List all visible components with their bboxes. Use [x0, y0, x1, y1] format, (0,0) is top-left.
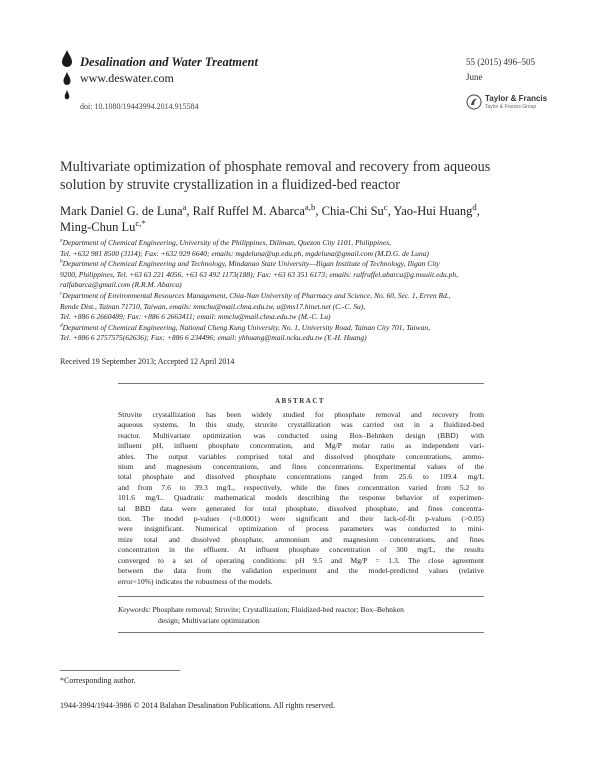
- abstract-line: 101.6 mg/L. Quadratic mathematical models describing the response behavior of experimen-: [118, 493, 484, 503]
- doi[interactable]: doi: 10.1080/19443994.2014.915584: [80, 102, 199, 111]
- author-name[interactable]: Mark Daniel G. de Luna: [60, 204, 183, 218]
- publisher-name: Taylor & Francis: [485, 94, 548, 103]
- affil-text: Department of Chemical Engineering and Technology, Mindanao State University—Iligan Institute of Technology, Iligan City: [62, 259, 440, 269]
- affiliation-line: Tel. +632 981 8500 (3114); Fax: +632 929 6640; emails: mgdeluna@up.edu.ph, mgdeluna@gmail.com (M.D.G. de Luna): [60, 248, 429, 258]
- affil-text: Department of Chemical Engineering, National Cheng Kung University, No. 1, University Road, Tainan City 701, Taiwan,: [62, 322, 430, 332]
- footnote-rule: [60, 670, 180, 671]
- keywords-top-rule: [118, 596, 484, 597]
- abstract-line: total phosphate and dissolved phosphate concentrations ranged from 25.6 to 109.4 mg/L: [118, 472, 484, 482]
- abstract-heading: ABSTRACT: [274, 397, 326, 405]
- journal-url[interactable]: www.deswater.com: [80, 71, 174, 85]
- abstract-top-rule: [118, 383, 484, 384]
- abstract-line: ables. The output variables comprised total and dissolved phosphate concentrations, ammo-: [118, 451, 484, 461]
- author-name[interactable]: Ming-Chun Lu: [60, 220, 136, 234]
- affil-text: Department of Chemical Engineering, University of the Philippines, Diliman, Quezon City 1101, Philippines,: [62, 238, 391, 247]
- abstract-line: Struvite crystallization has been widely studied for phosphate removal and recovery from: [118, 410, 484, 419]
- affil-text: Department of Environmental Resources Management, Chia-Nan University of Pharmacy and Science, No. 60, Sec. 1, Erren Rd.,: [62, 290, 451, 300]
- title-line: Multivariate optimization of phosphate removal and recovery from aqueous: [60, 159, 491, 175]
- affiliation-line: [60, 291, 550, 302]
- affiliation-line: [60, 323, 550, 334]
- abstract-line: aqueous systems. In this study, struvite crystallization was carried out in a fluidized-bed: [118, 420, 484, 430]
- author-affil-sup: a,b: [304, 201, 316, 212]
- copyright-line: 1944-3994/1944-3986 © 2014 Balaban Desalination Publications. All rights reserved.: [60, 701, 335, 710]
- issue-month: June: [466, 72, 483, 82]
- author-affil-sup: c: [383, 201, 388, 212]
- abstract-line: and from 7.6 to 39.3 mg/L, respectively, while the fines concentration varied from 5.2 to: [118, 482, 484, 492]
- affiliation-line: Tel. +886 6 2660489; Fax: +886 6 2663411; email: mmclu@mail.chna.edu.tw (M.-C. Lu): [60, 312, 331, 322]
- abstract-line: between the data from the validation experiment and the model-predicted values (relative: [118, 566, 484, 576]
- keywords-line: [118, 604, 484, 615]
- article-title: [60, 158, 540, 194]
- keywords-label: Keywords:: [118, 605, 151, 614]
- volume-pages: 55 (2015) 496–505: [466, 57, 535, 67]
- corresponding-author-note: *Corresponding author.: [60, 676, 136, 685]
- author-list: Mark Daniel G. de Luna$^a$, Ralf Ruffel M. Abarca$^{a,b}$, Chia-Chi Su$^c$, Yao-Hui Huang$^d$, Ming-Chun $Lu^{c,*}$: [60, 201, 480, 234]
- title-line: solution by struvite crystallization in a fluidized-bed reactor: [60, 177, 401, 193]
- author-name[interactable]: Chia-Chi Su: [321, 204, 384, 218]
- publisher-group: Taylor & Francis Group: [485, 104, 537, 110]
- abstract-body: [118, 410, 484, 587]
- affiliation-line: Rende Dist., Tainan 71710, Taiwan, emails: mmchu@mail.chna.edu.tw, u@ms17.hinet.net (C.-C. Su),: [60, 301, 366, 311]
- abstract-line: converged to a set of operating conditions: pH 9.5 and Mg/P = 1.3. The close agreement: [118, 555, 484, 565]
- author-name[interactable]: Ralf Ruffel M. Abarca: [192, 204, 305, 218]
- author-name[interactable]: Yao-Hui Huang: [393, 204, 473, 218]
- abstract-line: tion. The model p-values (<0.0001) were significant and their lack-of-fit p-values (>0.05): [118, 514, 484, 524]
- keywords-bottom-rule: [118, 632, 484, 633]
- keywords-line: design; Multivariate optimization: [158, 616, 260, 625]
- abstract-line: tal BBD data were generated for total phosphate, dissolved phosphate, and fines concentra-: [118, 503, 484, 513]
- abstract-line: influent pH, influent phosphate concentration, and Mg/P molar ratio as independent vari-: [118, 441, 484, 451]
- affiliation-line: 9200, Philippines, Tel. +63 63 221 4056, +63 63 492 1173(188); Fax: +63 63 351 6173; emails: ralfruffel.abarca@g.msuiit.edu.ph,: [60, 269, 459, 279]
- abstract-line: error<10%) indicates the robustness of the models.: [118, 576, 273, 586]
- abstract-line: were insignificant. Numerical optimization of process parameters was conducted to mini-: [118, 524, 484, 534]
- abstract-line: nium and magnesium concentrations, and fines concentrations. Experimental values of the: [118, 462, 484, 472]
- received-dates: Received 19 September 2013; Accepted 12 April 2014: [60, 357, 235, 366]
- journal-title: Desalination and Water Treatment: [80, 55, 258, 69]
- abstract-line: reactor. Multivariate optimization was conducted using Box–Behnken design (BBD) with: [118, 430, 484, 440]
- abstract-line: concentration in the effluent. At influent phosphate concentration of 300 mg/L, the results: [118, 545, 484, 555]
- affil-sup: b: [60, 258, 63, 265]
- affiliation-line: Tel. +886 6 2757575(62636); Fax: +886 6 234496; email: yhhuang@mail.ncku.edu.tw (Y.-H. Huang): [60, 333, 367, 343]
- affiliations: [60, 238, 550, 344]
- affil-sup: d: [60, 322, 63, 329]
- author-affil-sup: c,*: [135, 217, 146, 228]
- keywords-text: Phosphate removal; Struvite; Crystallization; Fluidized-bed reactor; Box–Behnken: [152, 605, 404, 614]
- journal-drops-logo: [60, 50, 74, 122]
- affiliation-line: ralfabarca@gmail.com (R.R.M. Abarca): [60, 280, 182, 290]
- keywords: [118, 604, 484, 626]
- affil-sup: a: [60, 237, 63, 244]
- abstract-line: mize total and dissolved phosphate, ammonium and magnesium concentrations, and fines: [118, 534, 484, 544]
- taylor-francis-logo-icon: [466, 94, 482, 110]
- affiliation-line: [60, 259, 550, 270]
- author-affil-sup: a: [182, 201, 187, 212]
- affil-sup: c: [60, 290, 63, 297]
- affiliation-line: [60, 238, 550, 249]
- author-affil-sup: d: [472, 201, 477, 212]
